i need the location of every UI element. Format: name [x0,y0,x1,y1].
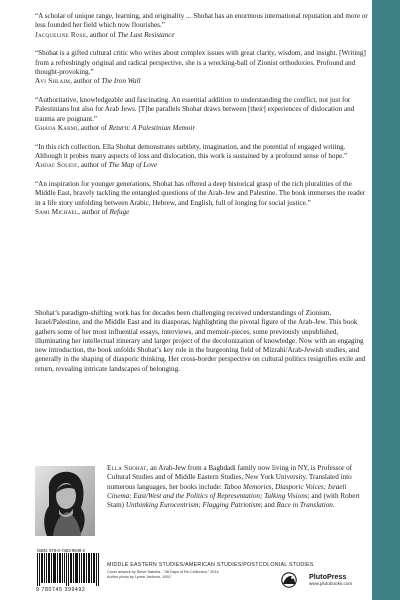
endorsement-attribution [35,31,370,40]
author-portrait-image [35,466,95,536]
author-of-label: , author of [77,123,109,132]
bio-book-titles: Race in Translation [276,501,333,510]
endorsements [35,12,370,227]
endorser-book: The Iron Wall [101,77,141,86]
author-photo-credit: Author photo by Lynne Jackson, 1992 [107,574,171,579]
bio-book-titles: Taboo Memories, Diasporic Voices; Israeli Cinema: East/West and the Politics of Representation; Talking Visions [107,482,347,500]
spine-band [372,0,400,600]
pluto-press-logo-icon [274,572,304,588]
endorsement-attribution [35,161,370,170]
endorser-book: Refuge [109,208,130,217]
author-name: Ella Shohat [107,464,147,472]
isbn-label: ISBN: 978-0-7453-9949-2 [37,548,85,553]
cover-art-credit: Cover artwork by Steve Sabella - “38 Days of Re-Collection,” 2014 [107,570,219,574]
endorser-name: Jacqueline Rose [35,30,87,39]
endorsement [35,96,370,133]
endorsement-attribution [35,124,370,133]
author-of-label: , author of [77,161,109,170]
endorsement-text: “In this rich collection, Ella Shohat demonstrates subtlety, imagination, and the potential of engaged writing. Although it probes many aspects of loss and dislocation, this work is sustained by a profound sense of hope.” [35,142,348,161]
bio-text: ; and (with Robert Stam) [107,491,360,510]
bio-text: . [332,501,335,510]
endorser-book: The Last Resistance [117,30,175,39]
image-credits [107,570,219,579]
bio-text: , an Arab-Jew from a Baghdadi family now living in NY, is Professor of Cultural Studies and of Middle Eastern Studies, New York University. Translated into numerous languages, her books include: [107,464,353,491]
bio-text: ; and [260,501,277,510]
endorsement-attribution [35,77,370,86]
bio-book-titles: Unthinking Eurocentrism; Flagging Patriotism [125,501,261,510]
endorser-book: Return: A Palestinian Memoir [108,123,196,132]
endorser-name: Sami Michael [35,208,79,217]
author-photo [35,466,95,536]
publisher-name: PlutoPress [309,572,347,581]
author-of-label: , author of [70,77,102,86]
endorsement [35,49,370,86]
author-bio [107,464,369,510]
isbn-digits: 9 780745 399492 [36,587,86,593]
endorsement [35,12,370,40]
endorsement-text: “An inspiration for younger generations, Shohat has offered a deep historical grasp of the rich pluralities of the Middle East, bravely tackling the entangled questions of the Arab-Jew and Palestine. The book immerses the reader in a life story unfolding between Arabic, Hebrew, and English, full of longing for social justice.” [35,180,366,207]
endorser-book: The Map of Love [108,161,158,170]
barcode-icon [37,553,99,586]
endorsement-text: “A scholar of unique range, learning, and originality ... Shohat has an enormous international reputation and more or less founded her field which now flourishes.” [35,12,368,30]
endorser-name: Avi Shlaim [35,77,71,86]
endorsement-text: “Shohat is a gifted cultural critic who writes about complex issues with great clarity, wisdom, and insight. [Writing] from a refreshingly original and radical perspective, she is a wrecking-ball of Zionist orthodoxies. Profound and thought-provoking.” [35,49,366,76]
endorsement-text: “Authoritative, knowledgeable and fascinating. An essential addition to understanding the conflict, not just for Palestinians but also for Arab Jews. [T]he parallels Shohat draws between [their] experiences of dislocation and trauma are poignant.” [35,96,355,123]
publisher-url: www.plutobooks.com [309,581,353,586]
endorser-name: Ghada Karmi [35,123,78,132]
endorsement-attribution [35,208,370,217]
endorser-name: Ahdaf Soueif [35,161,78,170]
endorsement [35,180,370,217]
endorsement [35,143,370,171]
author-of-label: , author of [86,30,118,39]
book-description: Shohat’s paradigm-shifting work has for decades been challenging received understandings of Zionism, Israel/Palestine, and the Middle East and its diasporas, highlighting the pivotal figure of the Arab-Jew. This book gathers some of her most influential essays, interviews, and memoir-pieces, some previously unpublished, illuminating her intellectual itinerary and larger project of the decolonization of knowledge. Now with an engaging new introduction, the book unfolds Shohat’s key role in the burgeoning field of Mizrahi/Arab-Jewish studies, and generally in the shaping of diasporic thinking. Her cross-border perspective on cultural politics resignifies exile and return, revealing intricate landscapes of belonging. [35,309,366,373]
subject-categories: MIDDLE EASTERN STUDIES/AMERICAN STUDIES/POSTCOLONIAL STUDIES [107,562,314,568]
author-of-label: , author of [78,208,110,217]
